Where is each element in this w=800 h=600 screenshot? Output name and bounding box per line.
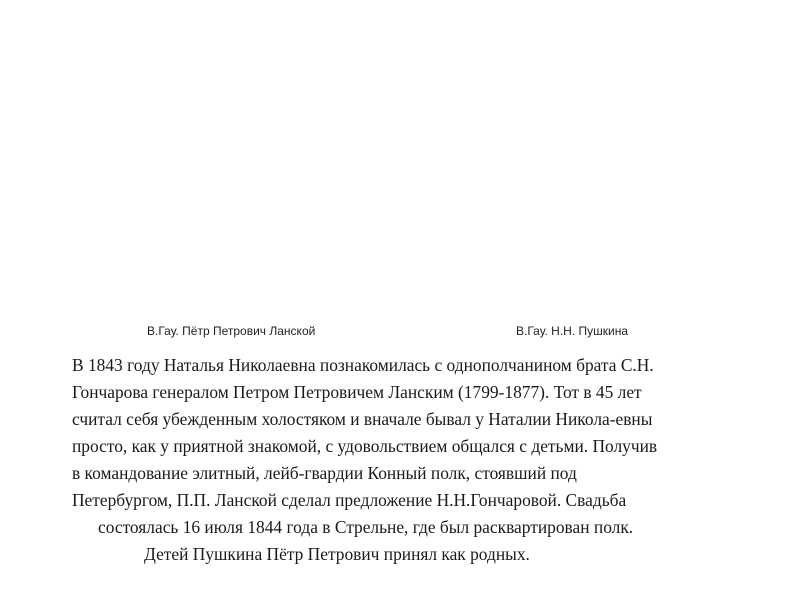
text-line: считал себя убежденным холостяком и вначале бывал у Наталии Никола-евны [72, 409, 653, 429]
text-line: в командование элитный, лейб-гвардии Конный полк, стоявший под [72, 463, 577, 483]
text-line: состоялась 16 июля 1844 года в Стрельне, где был расквартирован полк. [98, 517, 634, 537]
text-line: Гончарова генералом Петром Петровичем Ланским (1799-1877). Тот в 45 лет [72, 382, 642, 402]
text-line: просто, как у приятной знакомой, с удовольствием общался с детьми. Получив [72, 436, 658, 456]
body-paragraph [72, 352, 762, 568]
portrait-caption-lanskoy: В.Гау. Пётр Петрович Ланской [147, 324, 316, 338]
text-line: Петербургом, П.П. Ланской сделал предложение Н.Н.Гончаровой. Свадьба [72, 490, 627, 510]
text-line: Детей Пушкина Пётр Петрович принял как родных. [144, 544, 530, 564]
portrait-caption-pushkina: В.Гау. Н.Н. Пушкина [516, 324, 629, 338]
text-line: В 1843 году Наталья Николаевна познакомилась с однополчанином брата С.Н. [72, 355, 654, 375]
